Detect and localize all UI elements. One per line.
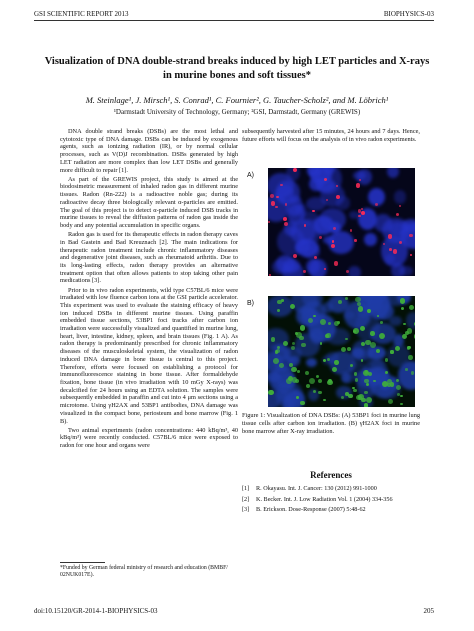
- dna-damage-focus: [410, 254, 412, 256]
- dna-damage-focus: [271, 201, 275, 205]
- dna-damage-focus: [334, 360, 339, 365]
- dna-damage-focus: [324, 178, 327, 181]
- dna-damage-focus: [306, 384, 310, 388]
- dna-damage-focus: [375, 203, 378, 206]
- dna-damage-focus: [303, 270, 305, 272]
- dna-damage-focus: [361, 359, 364, 362]
- dna-damage-focus: [368, 372, 372, 376]
- dna-damage-focus: [403, 323, 406, 326]
- dna-damage-focus: [337, 321, 340, 324]
- reference-item: [242, 485, 420, 493]
- dna-damage-focus: [291, 367, 297, 373]
- footnote: *Funded by German federal ministry of research and education (BMBF/ 02NUK017E).: [60, 565, 228, 578]
- dna-damage-focus: [283, 217, 287, 221]
- dna-damage-focus: [305, 371, 309, 375]
- dna-damage-focus: [269, 274, 271, 276]
- dna-damage-focus: [354, 372, 358, 376]
- dna-damage-focus: [268, 221, 270, 223]
- dna-damage-focus: [290, 304, 295, 309]
- dna-damage-focus: [358, 394, 363, 399]
- dna-damage-focus: [314, 256, 317, 259]
- dna-damage-focus: [358, 215, 360, 217]
- dna-damage-focus: [396, 213, 400, 217]
- dna-damage-focus: [334, 261, 338, 265]
- dna-damage-focus: [291, 346, 295, 350]
- cell-nucleus: [394, 190, 406, 203]
- dna-damage-focus: [361, 208, 363, 210]
- paragraph: Two animal experiments (radon concentrations: 440 kBq/m³, 40 kBq/m³) were recently conducted. C57BL/6 mice were exposed to radon for one hour and organs were: [60, 426, 238, 450]
- left-column: [60, 128, 238, 451]
- dna-damage-focus: [324, 268, 326, 270]
- dna-damage-focus: [400, 403, 403, 406]
- dna-damage-focus: [296, 332, 302, 338]
- figure-caption: Figure 1: Visualization of DNA DSBs: (A) 53BP1 foci in murine lung tissue cells after carbon ion irradiation. (B) γH2AX foci in murine bone marrow after X-ray irradiation.: [242, 412, 420, 435]
- paragraph: As part of the GREWIS project, this study is aimed at the biodosimetric measurement of inhaled radon gas in different murine tissues. Radon (Rn-222) is a radioactive noble gas; during its radioactive decay three biologically relevant α-particles are emitted. The goal of this project is to detect α-particle induced DSB tracks in murine tissues to reveal the diffusion patterns of radon gas inside the body and any potential accumulation in specific organs.: [60, 175, 238, 229]
- dna-damage-focus: [296, 396, 299, 399]
- reference-text: R. Okayasu. Int. J. Cancer: 130 (2012) 991-1000: [256, 485, 377, 492]
- dna-damage-focus: [356, 183, 360, 187]
- dna-damage-focus: [297, 370, 300, 373]
- cell-nucleus: [398, 361, 415, 389]
- page-number: 205: [423, 607, 434, 615]
- dna-damage-focus: [393, 249, 397, 253]
- micrograph-b: [268, 296, 415, 407]
- dna-damage-focus: [407, 328, 412, 333]
- dna-damage-focus: [280, 184, 283, 187]
- dna-damage-focus: [370, 331, 374, 335]
- dna-damage-focus: [293, 254, 297, 258]
- dna-damage-focus: [355, 378, 358, 381]
- dna-damage-focus: [309, 378, 315, 384]
- cell-nucleus: [295, 204, 307, 215]
- dna-damage-focus: [408, 355, 413, 360]
- paragraph: Radon gas is used for its therapeutic effects in radon therapy caves in Bad Gastein and Bad Kreuznach [2]. The main indications for therapeutic radon treatment include chronic inflammatory diseases and degenerative joint diseases, such as rheumatoid arthritis. Due to its long-lasting effects, radon therapy provides an alternative treatment option that often allows patients to stop taking other pain medications [3].: [60, 231, 238, 285]
- dna-damage-focus: [399, 205, 401, 207]
- dna-damage-focus: [268, 390, 274, 396]
- dna-damage-focus: [277, 309, 280, 312]
- dna-damage-focus: [327, 380, 333, 386]
- dna-damage-focus: [345, 392, 349, 396]
- figure-label-b: B): [247, 300, 254, 307]
- dna-damage-focus: [341, 347, 346, 352]
- header-rule: [34, 20, 434, 21]
- dna-damage-focus: [353, 330, 356, 333]
- cell-nucleus: [306, 358, 317, 368]
- dna-damage-focus: [338, 300, 342, 304]
- right-column-text: [242, 128, 420, 145]
- header-right: BIOPHYSICS-03: [383, 10, 434, 18]
- references-heading: References: [310, 470, 352, 480]
- cell-nucleus: [402, 219, 415, 232]
- dna-damage-focus: [341, 396, 344, 399]
- micrograph-a: [268, 168, 415, 276]
- paragraph: DNA double strand breaks (DSBs) are the most lethal and cytotoxic type of DNA damage. DSBs can be induced by exogenous agents, such as ionizing radiation (IR), or by normal cellular processes, such as V(D)J recombination. DSBs generated by high LET radiation are more complex than low LET DSBs and generally more difficult to repair [1].: [60, 128, 238, 174]
- reference-item: [242, 506, 420, 514]
- doi: doi:10.15120/GR-2014-1-BIOPHYSICS-03: [34, 607, 158, 615]
- paragraph: subsequently harvested after 15 minutes, 24 hours and 7 days. Hence, future efforts will focus on the analysis of in vivo radon experiments.: [242, 128, 420, 143]
- dna-damage-focus: [270, 194, 274, 198]
- dna-damage-focus: [402, 334, 407, 339]
- cell-nucleus: [348, 266, 360, 276]
- dna-damage-focus: [399, 241, 402, 244]
- reference-text: B. Erickson. Dose-Response (2007) 5:48-62: [256, 506, 366, 514]
- reference-item: [242, 496, 420, 504]
- dna-damage-focus: [283, 341, 288, 346]
- affiliations: ¹Darmstadt University of Technology, Germany; ²GSI, Darmstadt, Germany (GREWIS): [113, 108, 361, 116]
- cell-nucleus: [343, 374, 355, 384]
- cell-nucleus: [297, 219, 321, 245]
- dna-damage-focus: [325, 334, 329, 338]
- dna-damage-focus: [414, 334, 415, 339]
- cell-nucleus: [283, 259, 299, 273]
- dna-damage-focus: [318, 379, 322, 383]
- dna-damage-focus: [284, 222, 288, 226]
- dna-damage-focus: [409, 305, 414, 310]
- reference-number: [1]: [242, 485, 250, 492]
- paragraph: Prior to in vivo radon experiments, wild type C57BL/6 mice were irradiated with low fluence carbon ions at the GSI particle accelerator. This experiment was used to evaluate the staining efficacy of heavy ion induced DSBs in different murine tissues. Using paraffin embedded tissue sections, 53BP1 foci tracks after carbon ion irradiation were successfully visualized and quantified in murine lung, heart, liver, intestine, kidney, spleen, and brain tissues (Fig. 1 A). As radon therapy is predominantly prescribed for chronic inflammatory diseases of the musculoskeletal system, the visualization of radon induced DNA damage in bone tissue is central to this project. Therefore, efforts were focused on establishing a protocol for immunofluorescence staining in bone tissue. After formaldehyde fixation, bone tissue (in vivo irradiation with 10 mGy X-rays) was decalcified for 24 hours using an EDTA solution. The samples were subsequently embedded in paraffin and cut into 4 μm sections using a microtome. Using γH2AX and 53BP1 antibodies, DNA damage was visualized in the compact bone, periosteum and bone marrow (Fig. 1 B).: [60, 286, 238, 425]
- dna-damage-focus: [323, 399, 326, 402]
- dna-damage-focus: [331, 244, 335, 248]
- running-header: [34, 10, 434, 18]
- dna-damage-focus: [359, 179, 361, 181]
- cell-nucleus: [268, 371, 280, 382]
- cell-nucleus: [280, 391, 290, 400]
- reference-list: [242, 485, 420, 517]
- dna-damage-focus: [364, 391, 368, 395]
- cell-nucleus: [406, 312, 415, 329]
- header-left: GSI SCIENTIFIC REPORT 2013: [34, 10, 129, 18]
- cell-nucleus: [306, 197, 326, 211]
- dna-damage-focus: [361, 211, 365, 215]
- dna-damage-focus: [273, 358, 279, 364]
- dna-damage-focus: [328, 322, 331, 325]
- dna-damage-focus: [390, 382, 395, 387]
- author-list: M. Steinlage¹, J. Mirsch¹, S. Conrad¹, C. Fournier², G. Taucher-Scholz², and M. Löbrich¹: [85, 95, 389, 105]
- dna-damage-focus: [346, 270, 349, 273]
- dna-damage-focus: [332, 240, 335, 243]
- paper-title: Visualization of DNA double-strand breaks induced by high LET particles and X-rays in murine bones and soft tissues*: [44, 56, 430, 81]
- cell-nucleus: [387, 168, 399, 178]
- figure-label-a: A): [247, 172, 254, 179]
- dna-damage-focus: [320, 342, 323, 345]
- dna-damage-focus: [390, 350, 393, 353]
- dna-damage-focus: [414, 322, 415, 327]
- dna-damage-focus: [401, 307, 404, 310]
- dna-damage-focus: [316, 375, 320, 379]
- dna-damage-focus: [388, 234, 392, 238]
- cell-nucleus: [391, 263, 405, 276]
- dna-damage-focus: [347, 347, 351, 351]
- dna-damage-focus: [354, 239, 356, 241]
- footnote-rule: [60, 562, 105, 563]
- dna-damage-focus: [405, 368, 408, 371]
- dna-damage-focus: [312, 210, 314, 212]
- dna-damage-focus: [300, 401, 304, 405]
- cell-nucleus: [306, 259, 320, 274]
- dna-damage-focus: [336, 185, 338, 187]
- dna-damage-focus: [318, 391, 322, 395]
- dna-damage-focus: [388, 399, 393, 404]
- reference-text: K. Becker. Int. J. Low Radiation Vol. 1 (2004) 334-356: [256, 495, 393, 503]
- dna-damage-focus: [382, 381, 388, 387]
- reference-number: [3]: [242, 506, 250, 514]
- dna-damage-focus: [407, 347, 410, 350]
- dna-damage-focus: [400, 395, 402, 397]
- page-footer: [34, 607, 434, 615]
- dna-damage-focus: [279, 363, 284, 368]
- reference-number: [2]: [242, 495, 250, 503]
- dna-damage-focus: [364, 403, 369, 407]
- dna-damage-focus: [350, 229, 353, 232]
- cell-nucleus: [374, 214, 391, 232]
- dna-damage-focus: [271, 337, 276, 342]
- dna-damage-focus: [300, 325, 306, 331]
- cell-nucleus: [389, 316, 402, 327]
- dna-damage-focus: [350, 364, 353, 367]
- dna-damage-focus: [353, 389, 357, 393]
- dna-damage-focus: [319, 236, 322, 239]
- dna-damage-focus: [395, 346, 400, 351]
- dna-damage-focus: [345, 338, 348, 341]
- dna-damage-focus: [295, 379, 299, 383]
- cell-nucleus: [364, 233, 377, 246]
- dna-damage-focus: [348, 394, 353, 399]
